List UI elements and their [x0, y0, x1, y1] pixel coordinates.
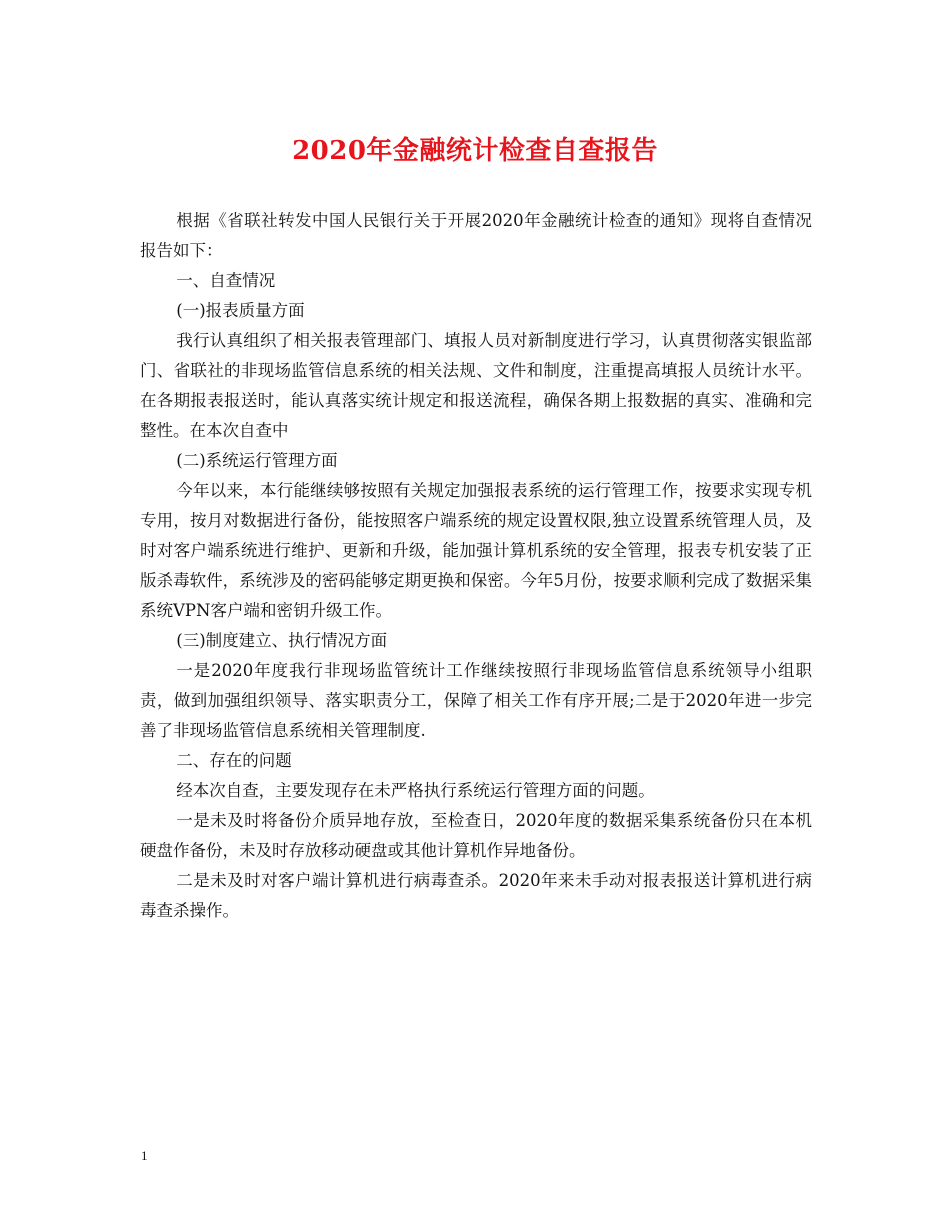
paragraph-problem-two: 二是未及时对客户端计算机进行病毒查杀。2020年来未手动对报表报送计算机进行病毒查杀操作。: [140, 871, 812, 920]
subheading-system-rules: (三)制度建立、执行情况方面: [176, 631, 388, 650]
paragraph-intro: 根据《省联社转发中国人民银行关于开展2020年金融统计检查的通知》现将自查情况报告如下：: [140, 211, 812, 260]
heading-self-check: 一、自查情况: [176, 271, 276, 290]
subheading-system-operation: (二)系统运行管理方面: [176, 451, 338, 470]
paragraph-system-operation: 今年以来，本行能继续够按照有关规定加强报表系统的运行管理工作，按要求实现专机专用，按月对数据进行备份，能按照客户端系统的规定设置权限,独立设置系统管理人员，及时对客户端系统进行维护、更新和升级，能加强计算机系统的安全管理，报表专机安装了正版杀毒软件，系统涉及的密码能够定期更换和保密。今年5月份，按要求顺利完成了数据采集系统VPN客户端和密钥升级工作。: [140, 481, 812, 620]
document-body: [140, 206, 812, 926]
subheading-report-quality: (一)报表质量方面: [176, 301, 305, 320]
page-number: 1: [141, 1148, 148, 1163]
paragraph-problems-summary: 经本次自查，主要发现存在未严格执行系统运行管理方面的问题。: [176, 781, 655, 800]
paragraph-system-rules: 一是2020年度我行非现场监管统计工作继续按照行非现场监管信息系统领导小组职责，做到加强组织领导、落实职责分工，保障了相关工作有序开展;二是于2020年进一步完善了非现场监管信息系统相关管理制度.: [140, 661, 812, 740]
document-title: 2020年金融统计检查自查报告: [292, 136, 658, 166]
paragraph-problem-one: 一是未及时将备份介质异地存放，至检查日，2020年度的数据采集系统备份只在本机硬盘作备份，未及时存放移动硬盘或其他计算机作异地备份。: [140, 811, 812, 860]
paragraph-report-quality: 我行认真组织了相关报表管理部门、填报人员对新制度进行学习，认真贯彻落实银监部门、省联社的非现场监管信息系统的相关法规、文件和制度，注重提高填报人员统计水平。在各期报表报送时，能认真落实统计规定和报送流程，确保各期上报数据的真实、准确和完整性。在本次自查中: [140, 331, 812, 440]
heading-problems: 二、存在的问题: [176, 751, 292, 770]
